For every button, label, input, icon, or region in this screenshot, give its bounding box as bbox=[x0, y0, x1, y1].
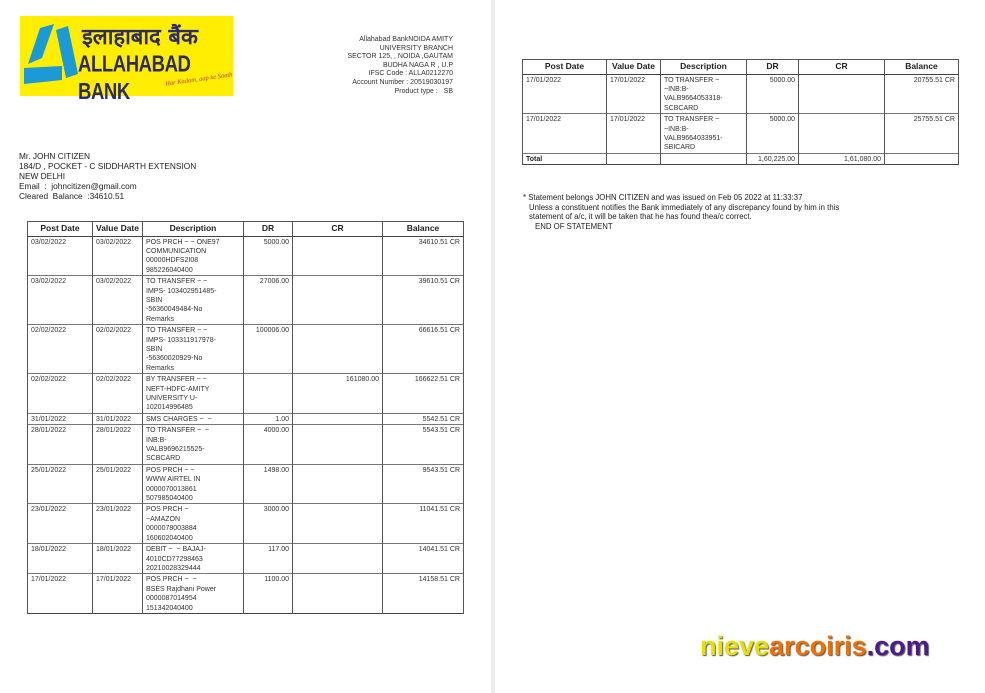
value-date-cell: 25/01/2022 bbox=[93, 464, 143, 504]
watermark-part3: .com bbox=[866, 631, 930, 661]
description-cell bbox=[143, 236, 244, 276]
description-line: SCBCARD bbox=[146, 455, 181, 463]
cr-cell bbox=[799, 74, 885, 114]
allahabad-bank-logo-icon bbox=[22, 24, 80, 88]
header-cr: CR bbox=[293, 222, 383, 237]
header-dr: DR bbox=[747, 60, 799, 75]
description-line: WWW AIRTEL IN bbox=[146, 476, 201, 484]
description-line: 985226040400 bbox=[146, 266, 193, 274]
post-date-cell: 02/02/2022 bbox=[28, 374, 93, 414]
header-balance: Balance bbox=[383, 222, 464, 237]
cr-cell bbox=[293, 464, 383, 504]
description-line: ~AMAZON bbox=[146, 515, 181, 523]
description-cell bbox=[143, 325, 244, 374]
post-date-cell: 17/01/2022 bbox=[523, 114, 607, 154]
value-date-cell: 03/02/2022 bbox=[93, 276, 143, 325]
description-line: Remarks bbox=[146, 364, 175, 372]
balance-cell: 34610.51 CR bbox=[383, 236, 464, 276]
cr-cell bbox=[293, 504, 383, 544]
bank-name-english: ALLAHABAD BANK bbox=[78, 50, 191, 104]
value-date-cell: 03/02/2022 bbox=[93, 236, 143, 276]
table-header-row bbox=[28, 222, 464, 237]
cr-cell bbox=[293, 413, 383, 424]
post-date-cell: 03/02/2022 bbox=[28, 236, 93, 276]
post-date-cell: 17/01/2022 bbox=[28, 574, 93, 614]
description-line: POS PRCH ~ bbox=[146, 506, 189, 514]
description-line: BSES Rajdhani Power bbox=[146, 585, 217, 593]
post-date-cell: 03/02/2022 bbox=[28, 276, 93, 325]
table-row bbox=[28, 574, 464, 614]
balance-cell: 14041.51 CR bbox=[383, 544, 464, 574]
post-date-cell: 28/01/2022 bbox=[28, 425, 93, 465]
watermark-part2: arcoiris bbox=[769, 631, 867, 661]
description-line: VALB9664033951- bbox=[664, 134, 723, 142]
description-line: UNIVERSITY U- bbox=[146, 395, 198, 402]
description-line: TO TRANSFER ~ bbox=[664, 116, 720, 124]
description-line: SBIN bbox=[146, 296, 163, 304]
description-line: DEBIT ~ ~ BAJAJ- bbox=[146, 546, 206, 554]
description-line: -56360020929-No bbox=[146, 355, 203, 363]
statement-rows-page1 bbox=[28, 236, 464, 613]
value-date-cell: 02/02/2022 bbox=[93, 325, 143, 374]
description-line: 0000087014954 bbox=[146, 595, 197, 603]
bank-name-hindi: इलाहाबाद बैंक bbox=[82, 25, 198, 50]
table-row bbox=[28, 544, 464, 574]
ifsc-code: IFSC Code : ALLA0212270 bbox=[368, 70, 453, 78]
note-issued: * Statement belongs JOHN CITIZEN and was issued on Feb 05 2022 at 11:33:37 bbox=[523, 193, 803, 202]
balance-cell: 11041.51 CR bbox=[383, 504, 464, 544]
table-row bbox=[28, 374, 464, 414]
customer-address-line1: 184/D , POCKET - C SIDDHARTH EXTENSION bbox=[19, 161, 197, 171]
watermark-part1: nieve bbox=[700, 631, 770, 661]
description-cell bbox=[143, 276, 244, 325]
dr-cell: 5000.00 bbox=[747, 74, 799, 114]
table-row bbox=[28, 325, 464, 374]
description-line: -56360049484-No bbox=[146, 306, 203, 314]
dr-cell: 1100.00 bbox=[244, 574, 293, 614]
branch-line: SECTOR 125, , NOIDA ,GAUTAM bbox=[347, 53, 453, 61]
post-date-cell: 25/01/2022 bbox=[28, 464, 93, 504]
table-row bbox=[28, 464, 464, 504]
branch-line: BUDHA NAGA R , U.P bbox=[382, 61, 453, 69]
note-disclaimer-line1: Unless a constituent notifies the Bank immediately of any discrepancy found by him in this bbox=[529, 202, 840, 212]
description-cell bbox=[143, 574, 244, 614]
cr-cell bbox=[293, 425, 383, 465]
header-cr: CR bbox=[799, 60, 885, 75]
description-cell bbox=[661, 114, 747, 154]
value-date-cell: 23/01/2022 bbox=[93, 504, 143, 544]
description-line: 160602040400 bbox=[146, 534, 193, 542]
customer-name: Mr. JOHN CITIZEN bbox=[19, 151, 90, 161]
header-description: Description bbox=[661, 60, 747, 75]
description-cell bbox=[143, 413, 244, 424]
table-header-row bbox=[523, 60, 959, 75]
balance-cell: 25755.51 CR bbox=[885, 114, 959, 154]
description-line: 00000HDFS2I08 bbox=[146, 257, 199, 265]
description-line: TO TRANSFER ~ ~ bbox=[146, 327, 208, 335]
description-line: TO TRANSFER ~ bbox=[664, 76, 720, 84]
total-dr: 1,60,225.00 bbox=[747, 153, 799, 164]
table-row bbox=[28, 504, 464, 544]
description-line: POS PRCH ~ ~ bbox=[146, 576, 197, 584]
value-date-cell: 17/01/2022 bbox=[607, 74, 661, 114]
cr-cell bbox=[293, 574, 383, 614]
description-line: TO TRANSFER ~ ~ bbox=[146, 427, 210, 435]
value-date-cell: 18/01/2022 bbox=[93, 544, 143, 574]
dr-cell: 5000.00 bbox=[747, 114, 799, 154]
balance-cell: 20755.51 CR bbox=[885, 74, 959, 114]
header-value-date: Value Date bbox=[93, 222, 143, 237]
post-date-cell: 18/01/2022 bbox=[28, 544, 93, 574]
description-line: VALB9696215525- bbox=[146, 446, 205, 454]
description-line: NEFT-HDFC-AMITY bbox=[146, 385, 210, 393]
dr-cell: 4000.00 bbox=[244, 425, 293, 465]
dr-cell: 100006.00 bbox=[244, 325, 293, 374]
description-cell bbox=[143, 504, 244, 544]
cleared-balance: Cleared Balance :34610.51 bbox=[19, 191, 125, 201]
post-date-cell: 17/01/2022 bbox=[523, 74, 607, 114]
header-post-date: Post Date bbox=[523, 60, 607, 75]
table-row bbox=[28, 425, 464, 465]
description-cell bbox=[143, 464, 244, 504]
empty-cell bbox=[885, 153, 959, 164]
description-line: 4010CD77298463 bbox=[146, 555, 203, 563]
table-row bbox=[523, 114, 959, 154]
header-dr: DR bbox=[244, 222, 293, 237]
statement-note bbox=[523, 193, 839, 231]
dr-cell: 1.00 bbox=[244, 413, 293, 424]
description-line: ~INB:B- bbox=[664, 85, 689, 93]
post-date-cell: 02/02/2022 bbox=[28, 325, 93, 374]
description-line: 20210028329444 bbox=[146, 564, 201, 572]
statement-table-page2 bbox=[522, 59, 959, 165]
description-line: 507985040400 bbox=[146, 495, 193, 503]
cr-cell: 161080.00 bbox=[293, 374, 383, 414]
description-cell bbox=[143, 425, 244, 465]
customer-address-line2: NEW DELHI bbox=[19, 171, 66, 181]
table-row bbox=[523, 74, 959, 114]
dr-cell bbox=[244, 374, 293, 414]
table-row bbox=[28, 236, 464, 276]
header-description: Description bbox=[143, 222, 244, 237]
totals-row bbox=[523, 153, 959, 164]
dr-cell: 1498.00 bbox=[244, 464, 293, 504]
description-line: IMPS- 103311917978- bbox=[146, 336, 216, 344]
customer-email: Email : johncitizen@gmail.com bbox=[19, 181, 137, 191]
statement-rows-page2 bbox=[523, 74, 959, 153]
description-line: SMS CHARGES ~ ~ bbox=[146, 415, 212, 423]
value-date-cell: 31/01/2022 bbox=[93, 413, 143, 424]
total-cr: 1,61,080.00 bbox=[799, 153, 885, 164]
description-line: IMPS- 103402951485- bbox=[146, 287, 217, 295]
cr-cell bbox=[293, 236, 383, 276]
dr-cell: 27006.00 bbox=[244, 276, 293, 325]
balance-cell: 5543.51 CR bbox=[383, 425, 464, 465]
description-line: POS PRCH ~ ~ bbox=[146, 466, 195, 474]
post-date-cell: 31/01/2022 bbox=[28, 413, 93, 424]
description-line: VALB9664053318- bbox=[664, 95, 723, 103]
branch-line: UNIVERSITY BRANCH bbox=[379, 44, 453, 52]
description-line: COMMUNICATION bbox=[146, 247, 207, 255]
value-date-cell: 02/02/2022 bbox=[93, 374, 143, 414]
table-row bbox=[28, 413, 464, 424]
account-number: Account Number : 20519030197 bbox=[352, 78, 453, 86]
product-type: Product type : SB bbox=[394, 87, 453, 95]
description-line: TO TRANSFER ~ ~ bbox=[146, 278, 208, 286]
bank-tagline: Har Kadam, aap ke Saath bbox=[164, 71, 233, 88]
dr-cell: 5000.00 bbox=[244, 236, 293, 276]
dr-cell: 3000.00 bbox=[244, 504, 293, 544]
totals-label: Total bbox=[523, 153, 607, 164]
balance-cell: 66616.51 CR bbox=[383, 325, 464, 374]
watermark bbox=[700, 631, 930, 662]
cr-cell bbox=[293, 325, 383, 374]
table-row bbox=[28, 276, 464, 325]
note-disclaimer-line2: statement of a/c, it will be taken that he has found thea/c correct. bbox=[529, 212, 752, 222]
balance-cell: 14158.51 CR bbox=[383, 574, 464, 614]
description-line: 102014996485 bbox=[146, 404, 193, 412]
description-line: SBICARD bbox=[664, 144, 696, 152]
cr-cell bbox=[293, 276, 383, 325]
description-line: Remarks bbox=[146, 315, 175, 323]
bank-logo bbox=[20, 16, 233, 104]
header-value-date: Value Date bbox=[607, 60, 661, 75]
balance-cell: 39610.51 CR bbox=[383, 276, 464, 325]
description-line: SCBCARD bbox=[664, 104, 699, 112]
customer-info bbox=[19, 151, 196, 201]
description-line: ~INB:B- bbox=[664, 125, 689, 133]
post-date-cell: 23/01/2022 bbox=[28, 504, 93, 544]
page-divider bbox=[491, 0, 495, 693]
value-date-cell: 17/01/2022 bbox=[93, 574, 143, 614]
dr-cell: 117.00 bbox=[244, 544, 293, 574]
empty-cell bbox=[661, 153, 747, 164]
value-date-cell: 28/01/2022 bbox=[93, 425, 143, 465]
description-line: 151342040400 bbox=[146, 604, 193, 612]
description-cell bbox=[143, 544, 244, 574]
cr-cell bbox=[799, 114, 885, 154]
balance-cell: 5542.51 CR bbox=[383, 413, 464, 424]
description-line: SBIN bbox=[146, 345, 163, 353]
description-line: 0000078003884 bbox=[146, 525, 197, 533]
description-line: BY TRANSFER ~ ~ bbox=[146, 376, 207, 384]
header-balance: Balance bbox=[885, 60, 959, 75]
description-line: 0000070013861 bbox=[146, 485, 197, 493]
description-cell bbox=[661, 74, 747, 114]
empty-cell bbox=[607, 153, 661, 164]
description-line: INB:B- bbox=[146, 436, 167, 444]
description-line: POS PRCH ~ ~ ONE97 bbox=[146, 238, 220, 246]
end-of-statement: END OF STATEMENT bbox=[535, 221, 613, 231]
balance-cell: 166622.51 CR bbox=[383, 374, 464, 414]
description-cell bbox=[143, 374, 244, 414]
cr-cell bbox=[293, 544, 383, 574]
branch-info bbox=[347, 36, 453, 96]
balance-cell: 9543.51 CR bbox=[383, 464, 464, 504]
value-date-cell: 17/01/2022 bbox=[607, 114, 661, 154]
header-post-date: Post Date bbox=[28, 222, 93, 237]
branch-line: Allahabad BankNOIDA AMITY bbox=[359, 36, 453, 43]
statement-table-page1 bbox=[27, 221, 464, 614]
